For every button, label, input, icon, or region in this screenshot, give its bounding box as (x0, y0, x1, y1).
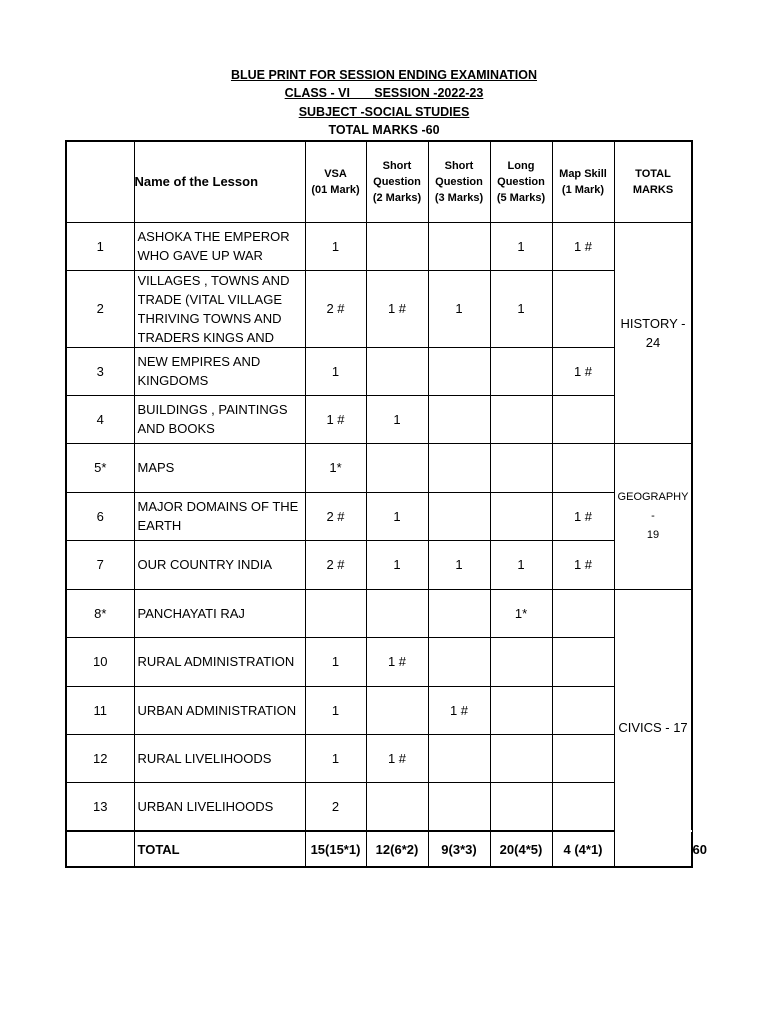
short2-cell (366, 222, 428, 270)
lesson-name: MAPS (134, 443, 305, 492)
vsa-cell: 1 (305, 637, 366, 686)
vsa-cell: 1 (305, 222, 366, 270)
table-row (66, 734, 692, 782)
vsa-cell: 2 # (305, 270, 366, 347)
class-session-line: CLASS - VI SESSION -2022-23 (284, 86, 484, 100)
long-cell (490, 395, 552, 443)
table-row (66, 637, 692, 686)
total-vsa: 15(15*1) (305, 831, 366, 867)
lesson-no: 12 (66, 734, 134, 782)
header-long: Long Question (5 Marks) (490, 141, 552, 222)
short2-cell: 1 (366, 395, 428, 443)
vsa-cell (305, 589, 366, 637)
total-short3: 9(3*3) (428, 831, 490, 867)
table-row (66, 347, 692, 395)
lesson-name: URBAN ADMINISTRATION (134, 686, 305, 734)
group-history: HISTORY - 24 (614, 222, 692, 443)
short2-cell (366, 589, 428, 637)
table-row (66, 270, 692, 347)
map-cell (552, 443, 614, 492)
short3-cell (428, 395, 490, 443)
table-row (66, 686, 692, 734)
total-long: 20(4*5) (490, 831, 552, 867)
long-cell (490, 443, 552, 492)
lesson-no: 5* (66, 443, 134, 492)
map-cell (552, 270, 614, 347)
long-cell (490, 492, 552, 540)
total-no (66, 831, 134, 867)
table-row (66, 540, 692, 589)
map-cell (552, 782, 614, 831)
lesson-name: URBAN LIVELIHOODS (134, 782, 305, 831)
total-marks-line: TOTAL MARKS -60 (328, 123, 440, 137)
short3-cell (428, 222, 490, 270)
map-cell: 1 # (552, 492, 614, 540)
short3-cell: 1 # (428, 686, 490, 734)
table-row (66, 782, 692, 831)
lesson-no: 10 (66, 637, 134, 686)
doc-title: BLUE PRINT FOR SESSION ENDING EXAMINATION (230, 68, 538, 82)
table-row (66, 443, 692, 492)
header-no (66, 141, 134, 222)
short2-cell (366, 686, 428, 734)
blueprint-table (65, 140, 707, 868)
short2-cell (366, 347, 428, 395)
long-cell (490, 782, 552, 831)
vsa-cell: 1 # (305, 395, 366, 443)
long-cell: 1 (490, 222, 552, 270)
vsa-cell: 2 # (305, 540, 366, 589)
lesson-no: 8* (66, 589, 134, 637)
group-civics: CIVICS - 17 (614, 589, 692, 867)
short2-cell: 1 (366, 492, 428, 540)
lesson-no: 2 (66, 270, 134, 347)
long-cell (490, 347, 552, 395)
short3-cell (428, 589, 490, 637)
header-map-skill: Map Skill (1 Mark) (552, 141, 614, 222)
vsa-cell: 2 # (305, 492, 366, 540)
short2-cell: 1 # (366, 270, 428, 347)
short3-cell (428, 782, 490, 831)
header-vsa: VSA (01 Mark) (305, 141, 366, 222)
vsa-cell: 1 (305, 734, 366, 782)
lesson-name: BUILDINGS , PAINTINGS AND BOOKS (134, 395, 305, 443)
long-cell: 1* (490, 589, 552, 637)
long-cell (490, 734, 552, 782)
short2-cell: 1 # (366, 734, 428, 782)
long-cell (490, 637, 552, 686)
total-row: TOTAL 15(15*1) 12(6*2) 9(3*3) 20(4*5) 4 (4*1) 60 (66, 831, 692, 867)
long-cell: 1 (490, 270, 552, 347)
short3-cell (428, 734, 490, 782)
lesson-no: 1 (66, 222, 134, 270)
table-row (66, 589, 692, 637)
lesson-name: VILLAGES , TOWNS AND TRADE (VITAL VILLAGE THRIVING TOWNS AND TRADERS KINGS AND (134, 270, 305, 347)
lesson-name: RURAL ADMINISTRATION (134, 637, 305, 686)
short2-cell (366, 443, 428, 492)
vsa-cell: 1 (305, 686, 366, 734)
total-label: TOTAL (134, 831, 305, 867)
lesson-no: 3 (66, 347, 134, 395)
table-row (66, 222, 692, 270)
lesson-name: OUR COUNTRY INDIA (134, 540, 305, 589)
short3-cell (428, 347, 490, 395)
header-total: TOTAL MARKS (614, 141, 692, 222)
lesson-no: 6 (66, 492, 134, 540)
map-cell (552, 734, 614, 782)
map-cell: 1 # (552, 540, 614, 589)
lesson-no: 7 (66, 540, 134, 589)
lesson-no: 4 (66, 395, 134, 443)
map-cell (552, 637, 614, 686)
lesson-no: 13 (66, 782, 134, 831)
header-lesson: Name of the Lesson (134, 141, 305, 222)
map-cell (552, 395, 614, 443)
short3-cell: 1 (428, 270, 490, 347)
group-geography: GEOGRAPHY - 19 (614, 443, 692, 589)
lesson-name: MAJOR DOMAINS OF THE EARTH (134, 492, 305, 540)
table-row (66, 492, 692, 540)
map-cell (552, 589, 614, 637)
lesson-name: ASHOKA THE EMPEROR WHO GAVE UP WAR (134, 222, 305, 270)
vsa-cell: 1 (305, 347, 366, 395)
subject-line: SUBJECT -SOCIAL STUDIES (298, 105, 470, 119)
short3-cell (428, 492, 490, 540)
short2-cell: 1 (366, 540, 428, 589)
map-cell (552, 686, 614, 734)
lesson-name: NEW EMPIRES AND KINGDOMS (134, 347, 305, 395)
total-map: 4 (4*1) (552, 831, 614, 867)
vsa-cell: 1* (305, 443, 366, 492)
table-row (66, 395, 692, 443)
lesson-name: RURAL LIVELIHOODS (134, 734, 305, 782)
short2-cell: 1 # (366, 637, 428, 686)
header-row (66, 141, 692, 222)
short3-cell: 1 (428, 540, 490, 589)
header-short-3: Short Question (3 Marks) (428, 141, 490, 222)
lesson-no: 11 (66, 686, 134, 734)
header-short-2: Short Question (2 Marks) (366, 141, 428, 222)
lesson-name: PANCHAYATI RAJ (134, 589, 305, 637)
short3-cell (428, 443, 490, 492)
long-cell (490, 686, 552, 734)
total-short2: 12(6*2) (366, 831, 428, 867)
short3-cell (428, 637, 490, 686)
vsa-cell: 2 (305, 782, 366, 831)
map-cell: 1 # (552, 347, 614, 395)
short2-cell (366, 782, 428, 831)
long-cell: 1 (490, 540, 552, 589)
map-cell: 1 # (552, 222, 614, 270)
